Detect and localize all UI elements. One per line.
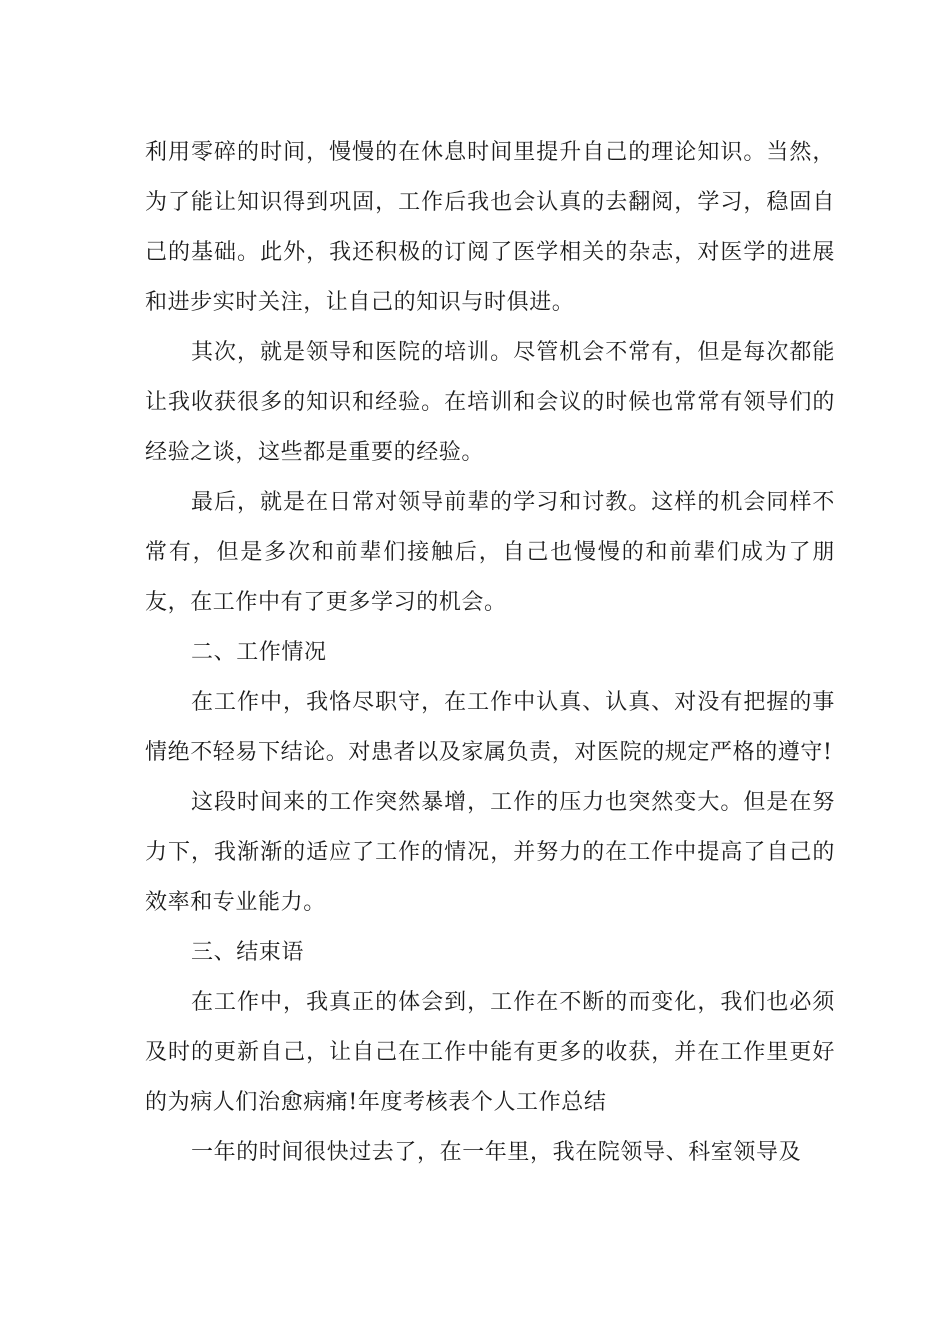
paragraph-conclusion: 在工作中，我真正的体会到，工作在不断的而变化，我们也必须及时的更新自己，让自己在工作中能有更多的收获，并在工作里更好的为病人们治愈病痛!年度考核表个人工作总结 [145,990,835,1115]
paragraph-mentors: 最后，就是在日常对领导前辈的学习和讨教。这样的机会同样不常有，但是多次和前辈们接触后，自己也慢慢的和前辈们成为了朋友，在工作中有了更多学习的机会。 [145,490,835,615]
section-heading-conclusion: 三、结束语 [191,940,305,965]
document-body [145,128,835,1178]
section-heading-work: 二、工作情况 [191,640,327,665]
paragraph-training: 其次，就是领导和医院的培训。尽管机会不常有，但是每次都能让我收获很多的知识和经验。在培训和会议的时候也常常有领导们的经验之谈，这些都是重要的经验。 [145,340,835,465]
paragraph-duty: 在工作中，我恪尽职守，在工作中认真、认真、对没有把握的事情绝不轻易下结论。对患者以及家属负责，对医院的规定严格的遵守! [145,690,835,765]
paragraph-continuation: 利用零碎的时间，慢慢的在休息时间里提升自己的理论知识。当然，为了能让知识得到巩固，工作后我也会认真的去翻阅，学习，稳固自己的基础。此外，我还积极的订阅了医学相关的杂志，对医学的进展和进步实时关注，让自己的知识与时俱进。 [145,140,835,315]
paragraph-year-summary: 一年的时间很快过去了，在一年里，我在院领导、科室领导及 [191,1140,802,1165]
paragraph-workload: 这段时间来的工作突然暴增，工作的压力也突然变大。但是在努力下，我渐渐的适应了工作的情况，并努力的在工作中提高了自己的效率和专业能力。 [145,790,835,915]
